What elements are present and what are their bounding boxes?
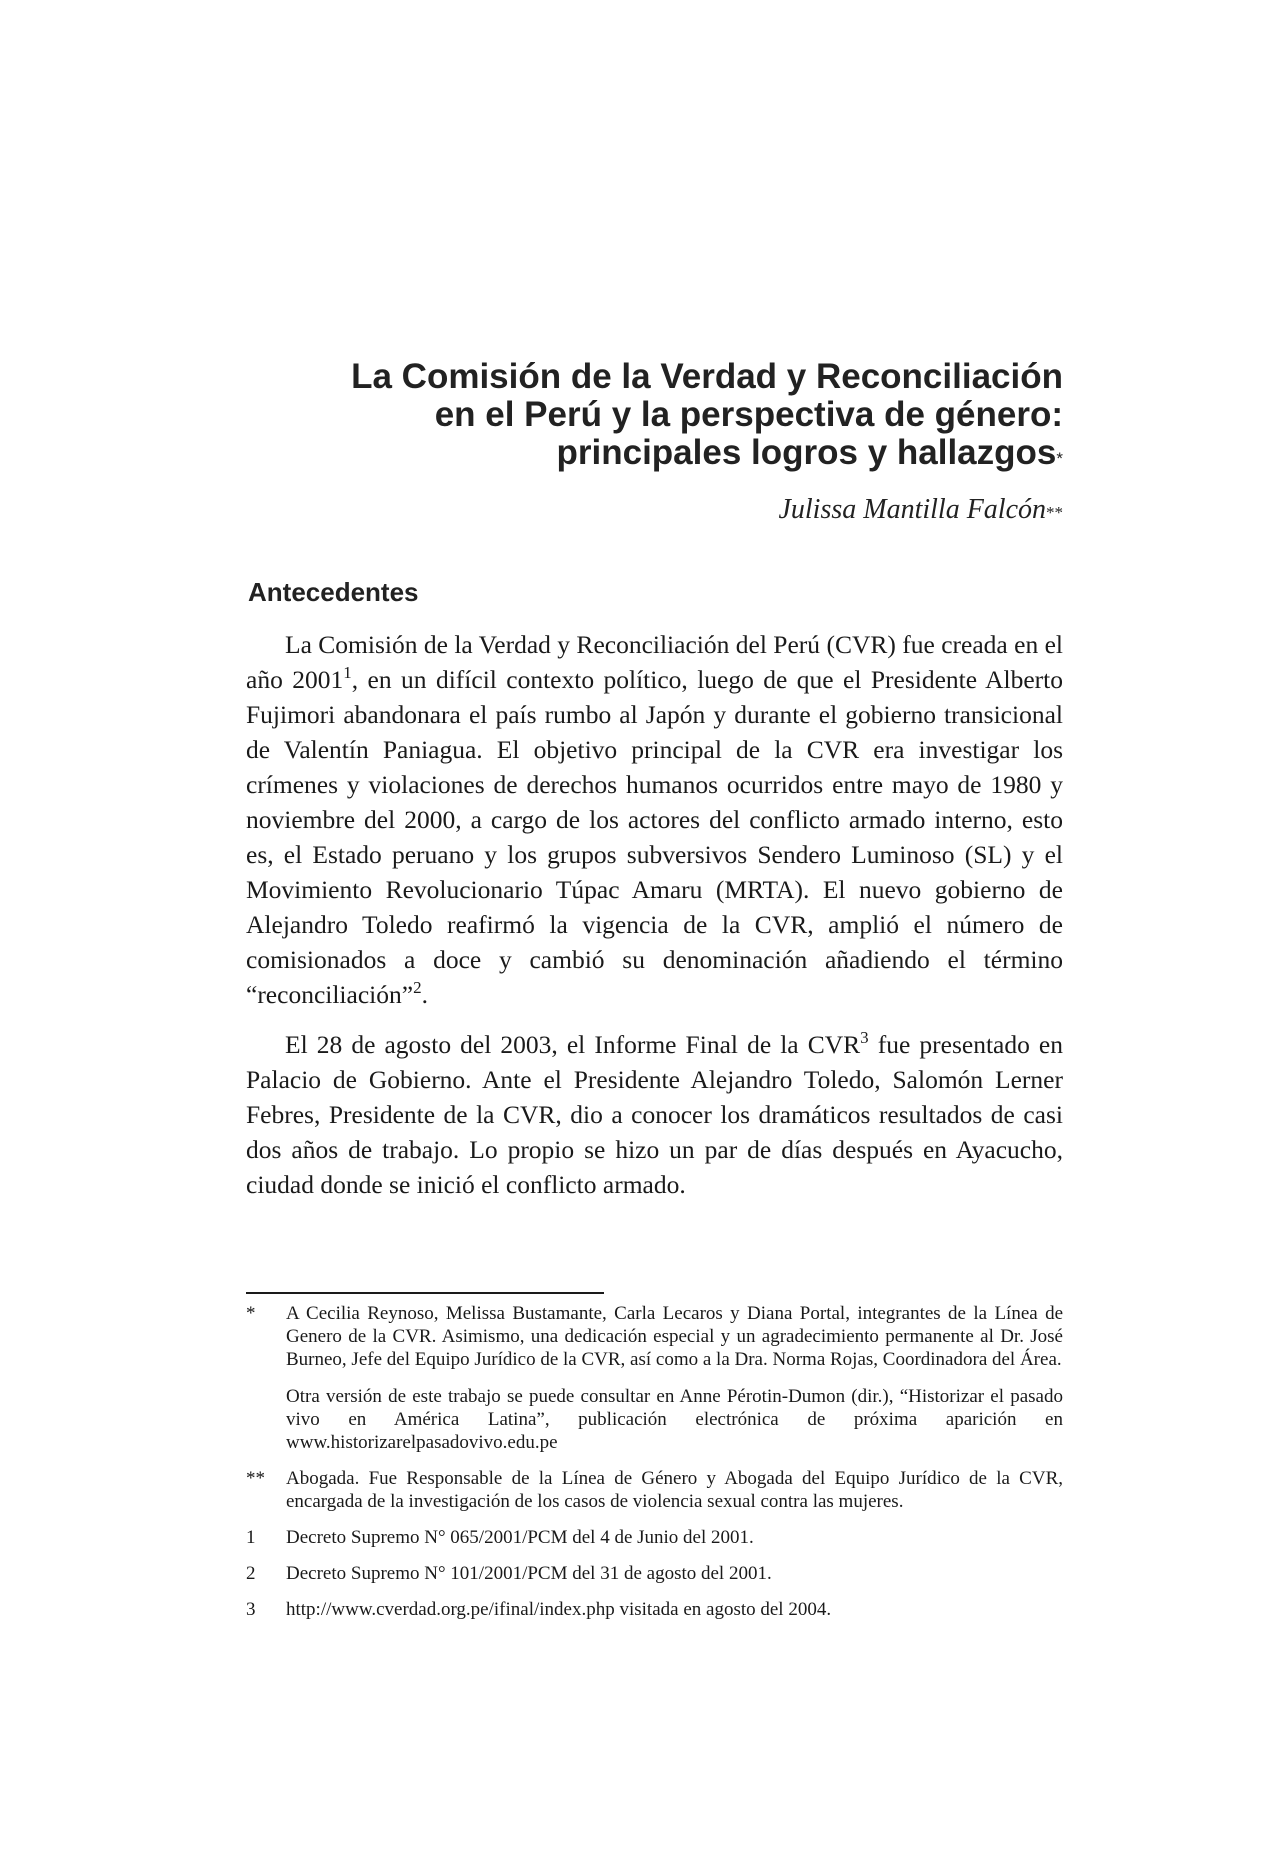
section-heading: Antecedentes: [248, 577, 419, 607]
footnote-mark: 1: [246, 1527, 256, 1548]
title-line-1: La Comisión de la Verdad y Reconciliación: [351, 357, 1063, 396]
footnote-3: [246, 1598, 1063, 1621]
paragraph-2-text-b: fue presentado en Palacio de Gobierno. Ante el Presidente Alejandro Toledo, Salomón Lerner Febres, Presidente de la CVR, dio a conocer los dramáticos resultados de casi dos años de trabajo. Lo propio se hizo un par de días después en Ayacucho, ciudad donde se inició el conflicto armado.: [246, 1030, 1063, 1199]
footnote-2: [246, 1562, 1063, 1585]
paragraph-1: [246, 627, 1063, 1012]
paragraph-1-text-a: La Comisión de la Verdad y Reconciliación del Perú (CVR) fue creada en el año 2001: [246, 630, 1063, 694]
footnote-mark: 2: [246, 1563, 256, 1584]
author-footnote-mark: **: [1046, 503, 1063, 522]
title-line-2: en el Perú y la perspectiva de género:: [434, 395, 1063, 434]
title-footnote-mark: *: [1056, 449, 1063, 468]
footnote-text: Decreto Supremo N° 101/2001/PCM del 31 de agosto del 2001.: [286, 1563, 772, 1584]
title-line-3-text: principales logros y hallazgos: [556, 433, 1057, 472]
author-line: [250, 494, 1063, 529]
paragraph-2-text-a: El 28 de agosto del 2003, el Informe Final de la CVR: [285, 1030, 861, 1059]
footnote-text: Abogada. Fue Responsable de la Línea de Género y Abogada del Equipo Jurídico de la CVR, encargada de la investigación de los casos de violencia sexual contra las mujeres.: [286, 1468, 1063, 1512]
footnote-text: Decreto Supremo N° 065/2001/PCM del 4 de Junio del 2001.: [286, 1527, 754, 1548]
paragraph-1-text-b: , en un difícil contexto político, luego de que el Presidente Alberto Fujimori abandonara el país rumbo al Japón y durante el gobierno transicional de Valentín Paniagua. El objetivo principal de la CVR era investigar los crímenes y violaciones de derechos humanos ocurridos entre mayo de 1980 y noviembre del 2000, a cargo de los actores del conflicto armado interno, esto es, el Estado peruano y los grupos subversivos Sendero Luminoso (SL) y el Movimiento Revolucionario Túpac Amaru (MRTA). El nuevo gobierno de Alejandro Toledo reafirmó la vigencia de la CVR, amplió el número de comisionados a doce y cambió su denominación añadiendo el término “reconciliación”: [246, 665, 1063, 1009]
footnote-text: A Cecilia Reynoso, Melissa Bustamante, Carla Lecaros y Diana Portal, integrantes de la Línea de Genero de la CVR. Asimismo, una dedicación especial y un agradecimiento permanente al Dr. José Burneo, Jefe del Equipo Jurídico de la CVR, así como a la Dra. Norma Rojas, Coordinadora del Área.: [286, 1303, 1063, 1370]
paragraph-2: [246, 1027, 1063, 1202]
footnotes: [246, 1302, 1063, 1621]
title-line-3: [250, 434, 1063, 478]
footnote-text: Otra versión de este trabajo se puede consultar en Anne Pérotin-Dumon (dir.), “Historizar el pasado vivo en América Latina”, publicación electrónica de próxima aparición en www.historizarelpasadovivo.edu.pe: [286, 1386, 1063, 1453]
footnote-ref-1: 1: [343, 663, 352, 682]
footnote-double-star: [246, 1467, 1063, 1513]
footnote-mark: **: [246, 1468, 265, 1489]
footnote-ref-2: 2: [413, 978, 422, 997]
footnote-1: [246, 1526, 1063, 1549]
author-name: Julissa Mantilla Falcón: [778, 494, 1046, 525]
footnote-ref-3: 3: [860, 1028, 869, 1047]
footnote-star: [246, 1302, 1063, 1454]
footnote-mark: *: [246, 1303, 256, 1324]
footnote-mark: 3: [246, 1599, 256, 1620]
footnote-separator: [246, 1292, 604, 1294]
footnote-text: http://www.cverdad.org.pe/ifinal/index.php visitada en agosto del 2004.: [286, 1599, 832, 1620]
body-text: [246, 627, 1063, 1202]
paragraph-1-text-c: .: [421, 980, 428, 1009]
article-title: [250, 358, 1063, 478]
